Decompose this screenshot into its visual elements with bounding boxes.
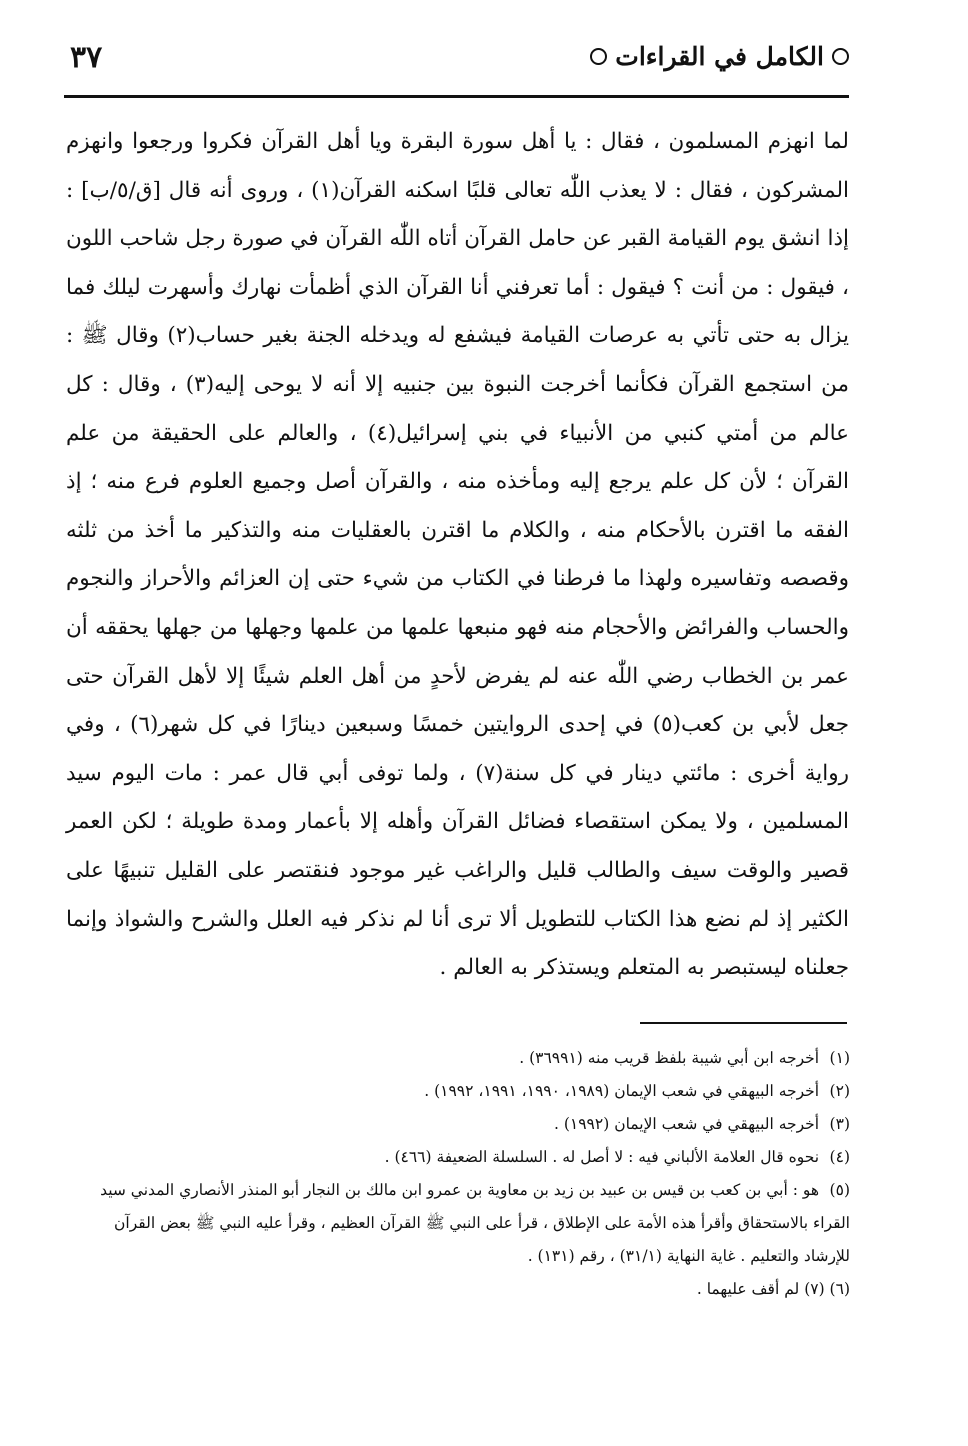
footnote-number: (٢) bbox=[829, 1082, 850, 1100]
footnote-text: أخرجه ابن أبي شيبة بلفظ قريب منه (٣٦٩٩١) . bbox=[519, 1049, 820, 1067]
footnotes bbox=[78, 1042, 850, 1306]
running-title bbox=[590, 42, 849, 71]
footnote-number: (١) bbox=[829, 1049, 850, 1067]
footnote-number: (٤) bbox=[829, 1148, 850, 1166]
footnote-3 bbox=[78, 1108, 850, 1141]
footnote-text: أخرجه البيهقي في شعب الإيمان (١٩٨٩، ١٩٩٠، ١٩٩١، ١٩٩٢) . bbox=[424, 1082, 820, 1100]
header-rule bbox=[64, 95, 849, 98]
footnote-4 bbox=[78, 1141, 850, 1174]
page-number: ٣٧ bbox=[70, 40, 103, 75]
footnote-number: (٥) bbox=[829, 1181, 850, 1199]
footnote-text: هو : أبي بن كعب بن قيس بن عبيد بن زيد بن معاوية بن عمرو ابن مالك بن النجار أبو المنذر الأنصاري المدني سيد القراء بالاستحقاق وأقرأ هذه الأمة على الإطلاق ، قرأ على النبي ﷺ القرآن العظيم ، وقرأ عليه النبي ﷺ بعض القرآن للإرشاد والتعليم . غاية النهاية (٣١/١) ، رقم (١٣١) . bbox=[100, 1181, 850, 1265]
ornament-circle-icon bbox=[590, 48, 607, 65]
footnote-text: لم أقف عليهما . bbox=[696, 1280, 800, 1298]
footnote-number: (٣) bbox=[829, 1115, 850, 1133]
running-title-text: الكامل في القراءات bbox=[615, 42, 824, 71]
footnote-separator bbox=[640, 1022, 847, 1024]
body-paragraph: لما انهزم المسلمون ، فقال : يا أهل سورة البقرة ويا أهل القرآن فكروا ورجعوا وانهزم المشركون ، فقال : لا يعذب اللّٰه تعالى قلبًا اسكنه القرآن(١) ، وروى أنه قال [ق/٥/ب] : إذا انشق يوم القيامة القبر عن حامل القرآن أتاه اللّٰه القرآن في صورة رجل شاحب اللون ، فيقول : من أنت ؟ فيقول : أما تعرفني أنا القرآن الذي أظمأت نهارك وأسهرت ليلك فما يزال به حتى تأتي به عرصات القيامة فيشفع له ويدخله الجنة بغير حساب(٢) وقال ﷺ : من استجمع القرآن فكأنما أخرجت النبوة بين جنبيه إلا أنه لا يوحى إليه(٣) ، وقال : كل عالم من أمتي كنبي من الأنبياء في بني إسرائيل(٤) ، والعالم على الحقيقة من علم القرآن ؛ لأن كل علم يرجع إليه ومأخذه منه ، والقرآن أصل وجميع العلوم فرع منه ؛ إذ الفقه ما اقترن بالأحكام منه ، والكلام ما اقترن بالعقليات منه والتذكير ما أخذ من ثلثه وقصصه وتفاسيره ولهذا ما فرطنا في الكتاب من شيء حتى إن العزائم والأحراز والنجوم والحساب والفرائض والأحجام منه فهو منبعها علمها من علمها وجهلها من جهلها يحققه أن عمر بن الخطاب رضي اللّٰه عنه لم يفرض لأحدٍ من أهل العلم شيئًا إلا لأهل القرآن حتى جعل لأبي بن كعب(٥) في إحدى الروايتين خمسًا وسبعين دينارًا في كل شهر(٦) ، وفي رواية أخرى : مائتي دينار في كل سنة(٧) ، ولما توفى أبي قال عمر : مات اليوم سيد المسلمين ، ولا يمكن استقصاء فضائل القرآن وأهله إلا بأعمار ومدة طويلة ؛ لكن العمر قصير والوقت سيف والطالب قليل والراغب غير موجود فنقتصر على القليل تنبيهًا على الكثير إذ لم نضع هذا الكتاب للتطويل ألا ترى أنا لم نذكر فيه العلل والشرح والشواذ وإنما جعلناه ليستبصر به المتعلم ويستذكر به العالم . bbox=[66, 129, 850, 981]
footnote-text: نحوه قال العلامة الألباني فيه : لا أصل له . السلسلة الضعيفة (٤٦٦) . bbox=[384, 1148, 820, 1166]
footnote-6-7 bbox=[78, 1273, 850, 1306]
footnote-1 bbox=[78, 1042, 850, 1075]
footnote-text: أخرجه البيهقي في شعب الإيمان (١٩٩٢) . bbox=[554, 1115, 820, 1133]
footnote-5 bbox=[78, 1174, 850, 1273]
main-text bbox=[66, 118, 849, 993]
footnote-2 bbox=[78, 1075, 850, 1108]
footnote-number: (٦) (٧) bbox=[804, 1280, 850, 1298]
ornament-circle-icon bbox=[832, 48, 849, 65]
page-header bbox=[64, 40, 849, 98]
